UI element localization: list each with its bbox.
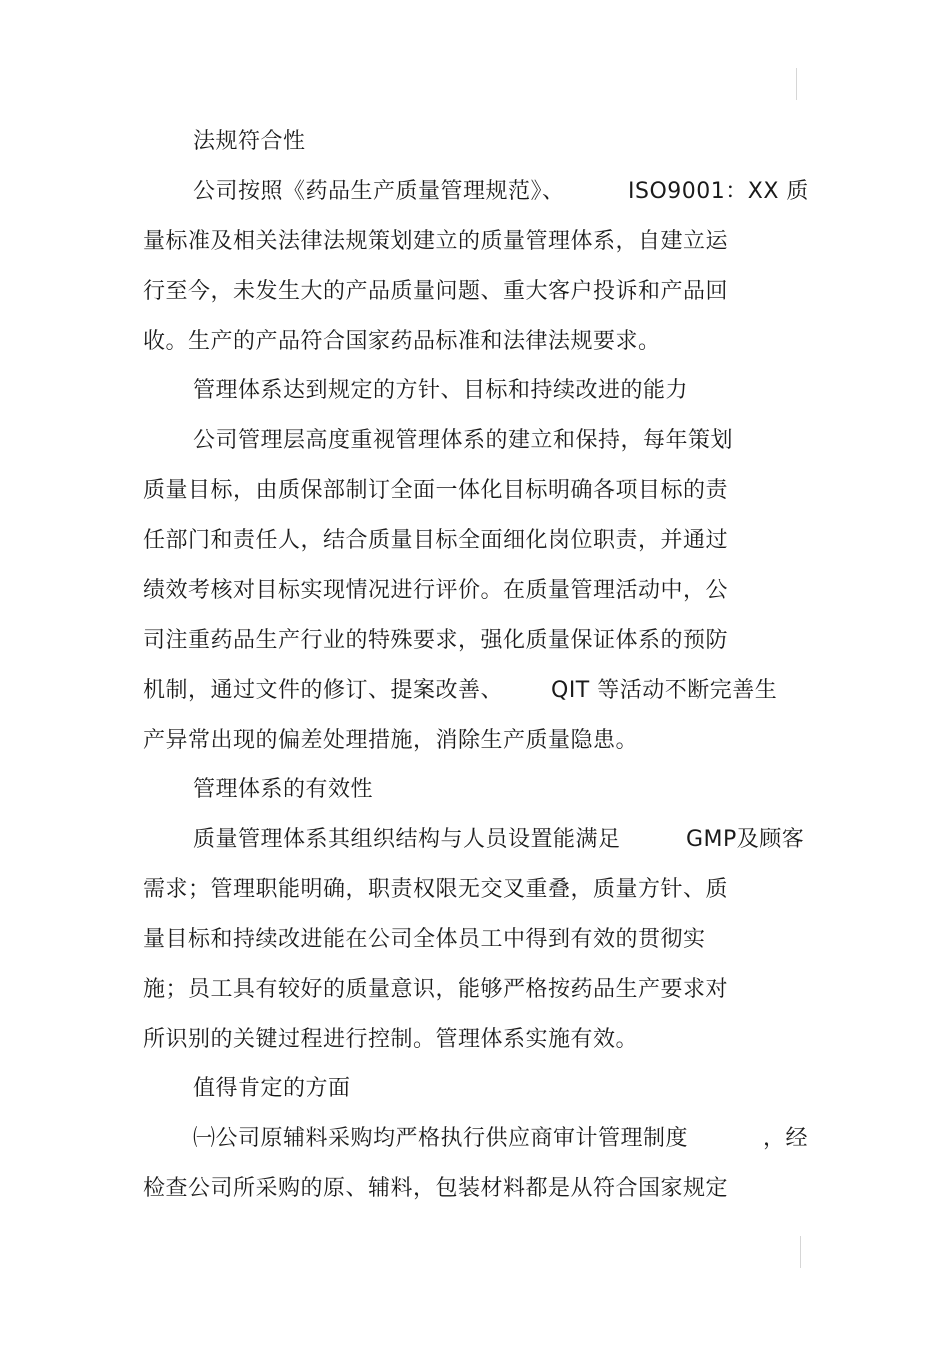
top-right-edge-mark [796, 68, 797, 100]
paragraph-line: 收。生产的产品符合国家药品标准和法律法规要求。 [143, 329, 661, 354]
paragraph-line: 公司管理层高度重视管理体系的建立和保持，每年策划 [193, 428, 734, 453]
paragraph-line: 所识别的关键过程进行控制。管理体系实施有效。 [143, 1027, 639, 1052]
section-heading-compliance: 法规符合性 [193, 129, 306, 154]
paragraph-line: 检查公司所采购的原、辅料，包装材料都是从符合国家规定 [143, 1176, 729, 1201]
paragraph-line-right-segment: ISO9001：XX 质 [628, 179, 809, 204]
section-heading-effectiveness: 管理体系的有效性 [193, 777, 374, 802]
paragraph-line: 公司按照《药品生产质量管理规范》、 [193, 179, 565, 204]
paragraph-line: 机制，通过文件的修订、提案改善、 [143, 678, 504, 703]
paragraph-line: 施；员工具有较好的质量意识，能够严格按药品生产要求对 [143, 977, 729, 1002]
section-heading-positive-aspects: 值得肯定的方面 [193, 1076, 351, 1101]
paragraph-line: 绩效考核对目标实现情况进行评价。在质量管理活动中，公 [143, 578, 729, 603]
paragraph-line: 质量目标，由质保部制订全面一体化目标明确各项目标的责 [143, 478, 729, 503]
paragraph-line: ㈠公司原辅料采购均严格执行供应商审计管理制度 [193, 1126, 689, 1151]
paragraph-line: 司注重药品生产行业的特殊要求，强化质量保证体系的预防 [143, 628, 729, 653]
paragraph-line: 量目标和持续改进能在公司全体员工中得到有效的贯彻实 [143, 927, 706, 952]
bottom-right-edge-mark [800, 1236, 801, 1268]
section-heading-improvement: 管理体系达到规定的方针、目标和持续改进的能力 [193, 378, 689, 403]
paragraph-line: 任部门和责任人，结合质量目标全面细化岗位职责，并通过 [143, 528, 729, 553]
paragraph-line: 行至今，未发生大的产品质量问题、重大客户投诉和产品回 [143, 279, 729, 304]
paragraph-line: 需求；管理职能明确，职责权限无交叉重叠，质量方针、质 [143, 877, 729, 902]
paragraph-line-right-segment: QIT 等活动不断完善生 [551, 678, 778, 703]
paragraph-line: 质量管理体系其组织结构与人员设置能满足 [193, 827, 621, 852]
paragraph-line: 产异常出现的偏差处理措施，消除生产质量隐患。 [143, 728, 639, 753]
paragraph-line: 量标准及相关法律法规策划建立的质量管理体系，自建立运 [143, 229, 729, 254]
paragraph-line-right-segment: GMP及顾客 [686, 827, 805, 852]
paragraph-line-right-segment: ，经 [763, 1126, 809, 1151]
